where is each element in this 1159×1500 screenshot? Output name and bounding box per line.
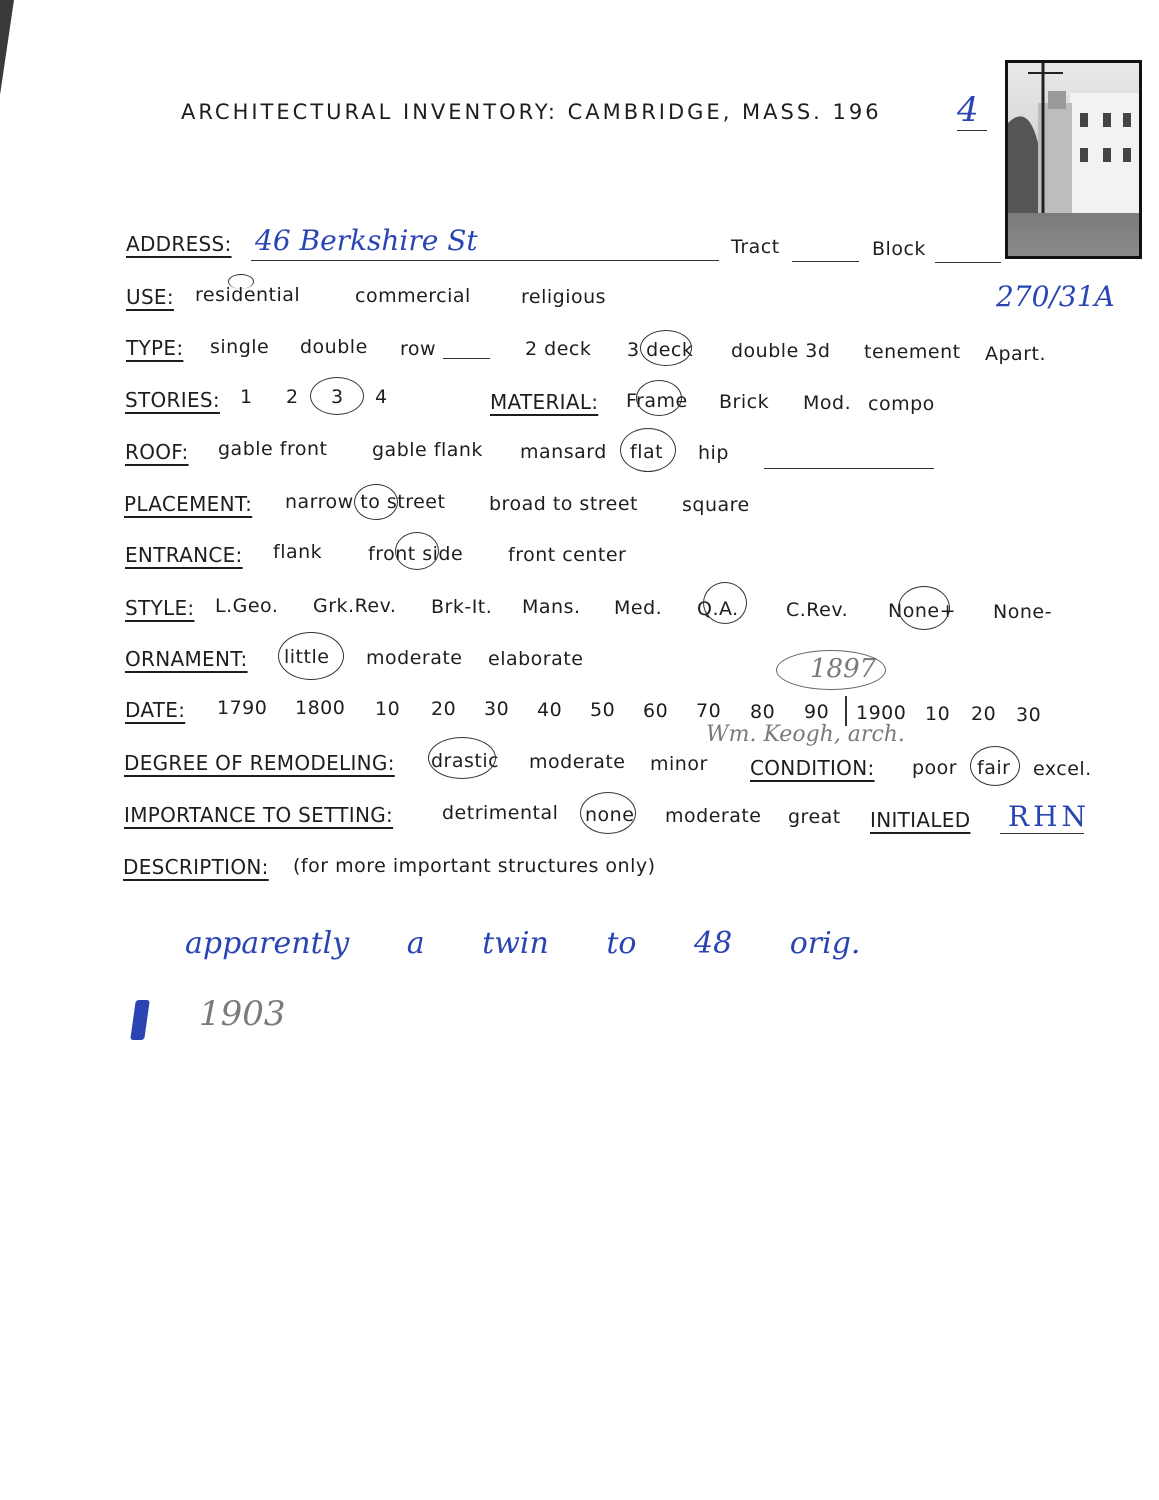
ornament-moderate: moderate (366, 647, 463, 669)
stories-2: 2 (286, 386, 299, 408)
type-label: TYPE: (126, 336, 184, 360)
entrance-label: ENTRANCE: (125, 543, 243, 567)
importance-label: IMPORTANCE TO SETTING: (124, 803, 394, 827)
style-mans: Mans. (522, 596, 581, 618)
roof-hip: hip (698, 442, 729, 464)
condition-excel: excel. (1033, 758, 1092, 780)
type-apart: Apart. (985, 343, 1047, 365)
material-label: MATERIAL: (490, 390, 599, 414)
date-20b: 20 (971, 703, 997, 725)
material-frame-circle (636, 380, 682, 416)
style-crev: C.Rev. (786, 599, 849, 621)
material-compo: compo (868, 393, 935, 415)
remodeling-circle (428, 737, 496, 779)
material-mod: Mod. (803, 392, 852, 414)
style-none-minus: None- (993, 601, 1052, 623)
stories-label: STORIES: (125, 388, 220, 412)
date-50: 50 (590, 699, 616, 721)
condition-circle (970, 746, 1020, 786)
date-1790: 1790 (217, 697, 268, 719)
style-none-circle (898, 586, 950, 630)
address-label: ADDRESS: (126, 232, 232, 256)
initialed-value: RHN (1008, 800, 1090, 833)
date-label: DATE: (125, 698, 186, 722)
date-60: 60 (643, 700, 669, 722)
type-row-line (443, 358, 490, 359)
type-double: double (300, 336, 368, 358)
initialed-label: INITIALED (870, 808, 971, 832)
importance-great: great (788, 806, 841, 828)
roof-flat-circle (620, 428, 676, 472)
ornament-circle (278, 632, 344, 680)
date-80: 80 (750, 701, 776, 723)
description-note: (for more important structures only) (293, 855, 656, 877)
building-photo (1005, 60, 1142, 259)
placement-label: PLACEMENT: (124, 492, 253, 516)
date-1900: 1900 (856, 702, 907, 724)
style-brkit: Brk-It. (431, 596, 493, 618)
description-handwritten-line2: 1903 (199, 994, 286, 1034)
date-year-circle (776, 650, 886, 690)
condition-fair: fair (977, 757, 1011, 779)
tract-label: Tract (731, 236, 780, 258)
use-mark (228, 274, 254, 289)
entrance-front-center: front center (508, 544, 627, 566)
importance-circle (580, 792, 636, 834)
type-single: single (210, 336, 270, 358)
stories-3-circle (310, 377, 364, 415)
date-10b: 10 (925, 703, 951, 725)
stories-4: 4 (375, 386, 388, 408)
type-double3d: double 3d (731, 340, 831, 362)
date-10: 10 (375, 698, 401, 720)
condition-label: CONDITION: (750, 756, 875, 780)
style-qa: Q.A. (697, 598, 739, 620)
material-brick: Brick (719, 391, 770, 413)
date-40: 40 (537, 699, 563, 721)
roof-gable-flank: gable flank (372, 439, 483, 461)
placement-square: square (682, 494, 750, 516)
style-med: Med. (614, 597, 663, 619)
blue-mark (130, 1000, 150, 1040)
page-corner-shadow (0, 0, 14, 95)
ornament-elaborate: elaborate (488, 648, 584, 670)
roof-gable-front: gable front (218, 438, 328, 460)
date-1800: 1800 (295, 697, 346, 719)
architect-note: Wm. Keogh, arch. (706, 722, 905, 747)
use-label: USE: (126, 285, 174, 309)
remodeling-label: DEGREE OF REMODELING: (124, 751, 395, 775)
ornament-label: ORNAMENT: (125, 647, 248, 671)
stories-1: 1 (240, 386, 253, 408)
importance-detrimental: detrimental (442, 802, 559, 824)
placement-narrow: narrow to street (285, 491, 446, 513)
use-residential: residential (195, 284, 301, 306)
roof-label: ROOF: (125, 440, 189, 464)
roof-flat: flat (630, 441, 664, 463)
entrance-flank: flank (273, 541, 323, 563)
entrance-circle (395, 532, 439, 570)
type-3deck-circle (640, 330, 692, 366)
type-tenement: tenement (864, 341, 961, 363)
entrance-front-side: front side (368, 543, 464, 565)
style-qa-circle (703, 582, 747, 624)
type-2deck: 2 deck (525, 338, 592, 360)
condition-poor: poor (912, 757, 958, 779)
date-30b: 30 (1016, 704, 1042, 726)
use-commercial: commercial (355, 285, 471, 307)
reference-number: 270/31A (996, 280, 1115, 313)
type-row: row (400, 338, 437, 360)
roof-mansard: mansard (520, 441, 607, 463)
type-3deck: 3 deck (627, 339, 694, 361)
style-grkrev: Grk.Rev. (313, 595, 397, 617)
importance-moderate: moderate (665, 805, 762, 827)
style-label: STYLE: (125, 596, 195, 620)
placement-broad: broad to street (489, 493, 639, 515)
description-label: DESCRIPTION: (123, 855, 269, 879)
address-value: 46 Berkshire St (255, 224, 478, 257)
year-underline (957, 130, 987, 131)
importance-none: none (585, 804, 635, 826)
date-90: 90 (804, 701, 830, 723)
date-20: 20 (431, 698, 457, 720)
stories-3: 3 (331, 386, 344, 408)
description-handwritten-line1: apparently a twin to 48 orig. (185, 926, 861, 961)
remodeling-moderate: moderate (529, 751, 626, 773)
placement-circle (354, 484, 398, 520)
material-frame: Frame (626, 390, 688, 412)
style-none-plus: None+ (888, 600, 956, 622)
block-line (935, 262, 1001, 263)
date-30: 30 (484, 698, 510, 720)
address-line (251, 260, 719, 261)
tract-line (792, 261, 859, 262)
form-title: ARCHITECTURAL INVENTORY: CAMBRIDGE, MASS. 196 (181, 100, 882, 124)
use-religious: religious (521, 286, 607, 308)
ornament-little: little (284, 646, 330, 668)
date-handwritten-year: 1897 (810, 654, 877, 684)
style-lgeo: L.Geo. (215, 595, 279, 617)
year-digit: 4 (957, 90, 979, 130)
initialed-line (1000, 833, 1084, 834)
remodeling-drastic: drastic (431, 750, 500, 772)
remodeling-minor: minor (650, 753, 708, 775)
date-70: 70 (696, 700, 722, 722)
roof-other-line (764, 468, 934, 469)
block-label: Block (872, 238, 926, 260)
